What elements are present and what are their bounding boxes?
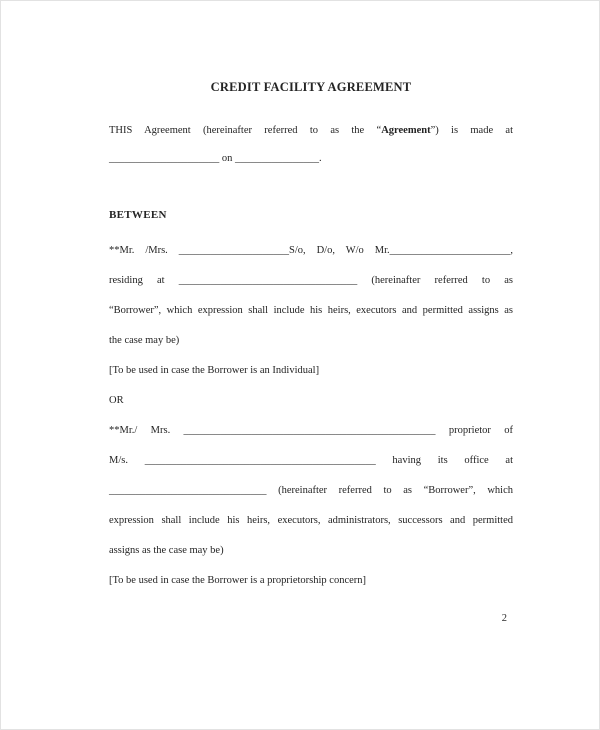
individual-clause-line-4: the case may be) <box>109 335 180 346</box>
proprietor-borrower-clause <box>109 416 513 596</box>
proprietor-clause-line-4: expression shall include his heirs, executors, administrators, successors and permitted <box>109 515 513 526</box>
individual-borrower-clause <box>109 236 513 416</box>
proprietor-clause-line-2: M/s. ____________________________________________ having its office at <box>109 455 513 466</box>
intro-line-2: _____________________ on ________________. <box>109 153 322 164</box>
proprietor-usage-note: [To be used in case the Borrower is a proprietorship concern] <box>109 575 367 586</box>
or-separator: OR <box>109 395 124 406</box>
proprietor-clause-line-3: ______________________________ (hereinafter referred to as “Borrower”, which <box>109 485 513 496</box>
intro-line-1 <box>109 117 513 145</box>
individual-clause-line-1: **Mr. /Mrs. _____________________S/o, D/o, W/o Mr._______________________, <box>109 245 513 256</box>
individual-usage-note: [To be used in case the Borrower is an Individual] <box>109 365 320 376</box>
intro-defined-term: Agreement <box>381 125 431 136</box>
page-number: 2 <box>501 613 507 624</box>
intro-paragraph <box>109 117 513 173</box>
intro-text-pre: THIS Agreement (hereinafter referred to as the “ <box>109 125 382 136</box>
document-content <box>109 79 513 596</box>
document-title: CREDIT FACILITY AGREEMENT <box>210 80 412 94</box>
intro-text-post: ”) is made at <box>430 125 514 136</box>
proprietor-clause-line-5: assigns as the case may be) <box>109 545 224 556</box>
individual-clause-line-3: “Borrower”, which expression shall include his heirs, executors and permitted assigns as <box>109 305 513 316</box>
individual-clause-line-2: residing at __________________________________ (hereinafter referred to as <box>109 275 513 286</box>
between-heading: BETWEEN <box>109 209 167 221</box>
proprietor-clause-line-1: **Mr./ Mrs. ________________________________________________ proprietor of <box>109 425 513 436</box>
